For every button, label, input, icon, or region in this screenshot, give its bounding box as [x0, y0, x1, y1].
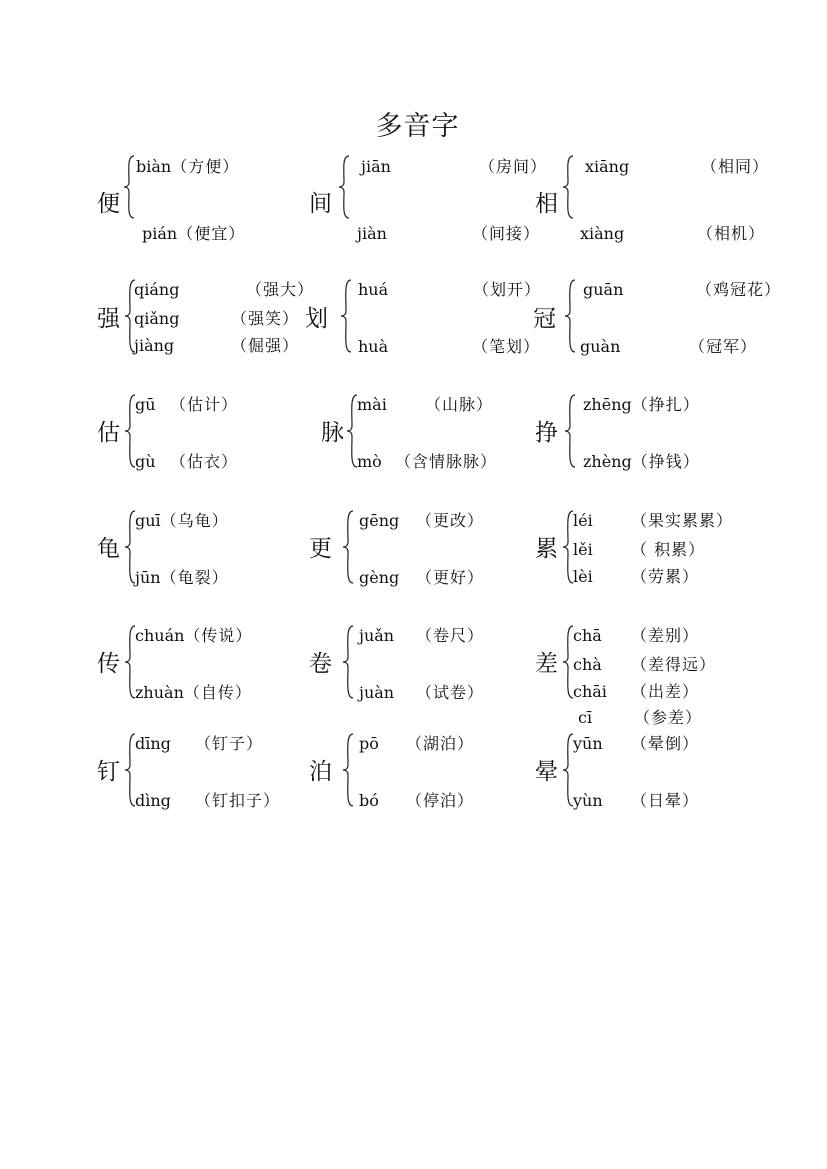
example-word: （劳累）: [631, 567, 700, 586]
reading-line: [358, 280, 541, 300]
reading-line: [136, 157, 239, 177]
pinyin-text: qiáng: [134, 280, 180, 299]
reading-line: [135, 511, 229, 531]
reading-line: [358, 337, 540, 357]
pinyin-text: jūn: [135, 568, 161, 587]
polyphone-character: 划: [305, 306, 328, 332]
pinyin-text: xiàng: [580, 224, 625, 243]
example-word: （钉子）: [195, 734, 264, 753]
pinyin-text: guàn: [580, 337, 621, 356]
polyphone-character: 钉: [97, 759, 120, 785]
pinyin-text: mò: [357, 452, 382, 471]
reading-line: [583, 452, 700, 472]
reading-line: [585, 157, 769, 177]
polyphone-character: 累: [535, 536, 558, 562]
reading-line: [135, 452, 238, 472]
polyphone-entry: [535, 393, 765, 523]
pinyin-text: gù: [135, 452, 156, 471]
example-word: （估衣）: [170, 452, 239, 471]
reading-line: [359, 511, 484, 531]
reading-line: [135, 568, 229, 588]
reading-line: [134, 280, 314, 300]
polyphone-entry: [309, 732, 539, 862]
reading-line: [573, 791, 699, 811]
polyphone-character: 挣: [535, 420, 558, 446]
polyphone-entry: [97, 732, 327, 862]
example-word: （差得远）: [631, 655, 717, 674]
polyphone-entry: [97, 154, 327, 284]
polyphone-character: 泊: [309, 759, 332, 785]
example-word: （相同）: [701, 157, 770, 176]
pinyin-text: jiàng: [134, 336, 175, 355]
pinyin-text: dìng: [135, 791, 171, 810]
pinyin-text: zhèng: [583, 452, 632, 471]
brace-icon: [124, 156, 136, 218]
pinyin-text: biàn: [136, 157, 172, 176]
pinyin-text: chāi: [573, 682, 607, 701]
reading-line: [359, 791, 474, 811]
example-word: （停泊）: [406, 791, 475, 810]
reading-line: [357, 224, 540, 244]
polyphone-character: 卷: [309, 651, 332, 677]
example-word: （强大）: [246, 280, 315, 299]
pinyin-text: mài: [357, 395, 387, 414]
reading-line: [578, 708, 702, 728]
pinyin-text: léi: [573, 511, 593, 530]
reading-line: [583, 395, 700, 415]
pinyin-text: chà: [573, 655, 602, 674]
reading-line: [573, 655, 716, 675]
polyphone-entry: [97, 509, 327, 639]
polyphone-entry: [305, 278, 542, 408]
example-word: （便宜）: [177, 224, 246, 243]
brace-icon: [565, 280, 577, 352]
example-word: （强笑）: [231, 309, 300, 328]
brace-icon: [343, 511, 355, 583]
reading-line: [573, 626, 699, 646]
pinyin-text: xiāng: [585, 157, 630, 176]
pinyin-text: huá: [358, 280, 389, 299]
reading-line: [580, 224, 765, 244]
example-word: （出差）: [631, 682, 700, 701]
reading-line: [135, 395, 238, 415]
polyphone-entry: [97, 278, 327, 408]
polyphone-character: 便: [97, 191, 120, 217]
example-word: （乌龟）: [160, 511, 229, 530]
example-word: （晕倒）: [631, 734, 700, 753]
example-word: （参差）: [634, 708, 703, 727]
example-word: （ 积累）: [631, 540, 706, 559]
example-word: （方便）: [171, 157, 240, 176]
pinyin-text: juǎn: [359, 626, 395, 645]
example-word: （冠军）: [689, 337, 758, 356]
example-word: （挣钱）: [631, 452, 700, 471]
polyphone-character: 间: [309, 191, 332, 217]
example-word: （更好）: [416, 568, 485, 587]
example-word: （山脉）: [425, 395, 494, 414]
reading-line: [573, 511, 733, 531]
brace-icon: [565, 395, 577, 467]
pinyin-text: jiàn: [357, 224, 387, 243]
example-word: （划开）: [473, 280, 542, 299]
polyphone-character: 差: [535, 651, 558, 677]
pinyin-text: juàn: [359, 683, 395, 702]
polyphone-entry: [309, 509, 539, 639]
reading-line: [580, 337, 757, 357]
example-word: （湖泊）: [406, 734, 475, 753]
example-word: （相机）: [697, 224, 766, 243]
reading-line: [134, 336, 299, 356]
pinyin-text: lěi: [573, 540, 593, 559]
reading-line: [573, 540, 705, 560]
polyphone-character: 晕: [535, 759, 558, 785]
pinyin-text: chuán: [135, 626, 185, 645]
example-word: （卷尺）: [416, 626, 485, 645]
reading-line: [357, 395, 493, 415]
pinyin-text: qiǎng: [134, 309, 180, 328]
polyphone-character: 更: [309, 536, 332, 562]
example-word: （试卷）: [416, 683, 485, 702]
example-word: （传说）: [184, 626, 253, 645]
polyphone-entry: [97, 393, 327, 523]
pinyin-text: zhuàn: [135, 683, 184, 702]
polyphone-entry: [309, 154, 548, 284]
pinyin-text: yūn: [573, 734, 603, 753]
example-word: （含情脉脉）: [395, 452, 498, 471]
reading-line: [361, 157, 547, 177]
example-word: （果实累累）: [631, 511, 734, 530]
brace-icon: [339, 156, 351, 218]
polyphone-entry: [535, 154, 770, 284]
polyphone-character: 相: [535, 191, 558, 217]
example-word: （自传）: [183, 683, 252, 702]
pinyin-text: chā: [573, 626, 602, 645]
brace-icon: [563, 156, 575, 218]
pinyin-text: yùn: [573, 791, 603, 810]
reading-line: [359, 626, 484, 646]
pinyin-text: zhēng: [583, 395, 632, 414]
example-word: （倔强）: [231, 336, 300, 355]
example-word: （龟裂）: [160, 568, 229, 587]
reading-line: [135, 734, 263, 754]
reading-line: [573, 734, 699, 754]
pinyin-text: pō: [359, 734, 379, 753]
reading-line: [573, 567, 699, 587]
reading-line: [142, 224, 245, 244]
reading-line: [573, 682, 699, 702]
pinyin-text: jiān: [361, 157, 391, 176]
polyphone-entry: [535, 509, 765, 639]
example-word: （钉扣子）: [195, 791, 281, 810]
example-word: （笔划）: [472, 337, 541, 356]
example-word: （挣扎）: [631, 395, 700, 414]
pinyin-text: lèi: [573, 567, 593, 586]
pinyin-text: cī: [578, 708, 593, 727]
example-word: （日晕）: [631, 791, 700, 810]
brace-icon: [343, 626, 355, 698]
pinyin-text: guān: [583, 280, 624, 299]
pinyin-text: huà: [358, 337, 389, 356]
example-word: （房间）: [479, 157, 548, 176]
polyphone-entry: [535, 732, 765, 862]
reading-line: [135, 791, 280, 811]
polyphone-character: 脉: [321, 420, 344, 446]
polyphone-character: 传: [97, 651, 120, 677]
brace-icon: [343, 734, 355, 806]
polyphone-entry: [533, 278, 782, 408]
pinyin-text: guī: [135, 511, 161, 530]
pinyin-text: pián: [142, 224, 178, 243]
example-word: （间接）: [472, 224, 541, 243]
pinyin-text: gèng: [359, 568, 400, 587]
polyphone-character: 龟: [97, 536, 120, 562]
example-word: （差别）: [631, 626, 700, 645]
example-word: （估计）: [170, 395, 239, 414]
reading-line: [583, 280, 781, 300]
reading-line: [135, 683, 252, 703]
polyphone-character: 冠: [533, 306, 556, 332]
pinyin-text: dīng: [135, 734, 171, 753]
pinyin-text: bó: [359, 791, 379, 810]
pinyin-text: gū: [135, 395, 156, 414]
reading-line: [359, 568, 484, 588]
reading-line: [134, 309, 299, 329]
example-word: （更改）: [416, 511, 485, 530]
reading-line: [359, 683, 484, 703]
page-title: 多音字: [375, 111, 460, 142]
polyphone-character: 估: [97, 420, 120, 446]
polyphone-entry: [309, 393, 539, 523]
brace-icon: [341, 280, 353, 352]
reading-line: [359, 734, 474, 754]
pinyin-text: gēng: [359, 511, 400, 530]
reading-line: [357, 452, 497, 472]
example-word: （鸡冠花）: [696, 280, 782, 299]
reading-line: [135, 626, 252, 646]
polyphone-character: 强: [97, 306, 120, 332]
